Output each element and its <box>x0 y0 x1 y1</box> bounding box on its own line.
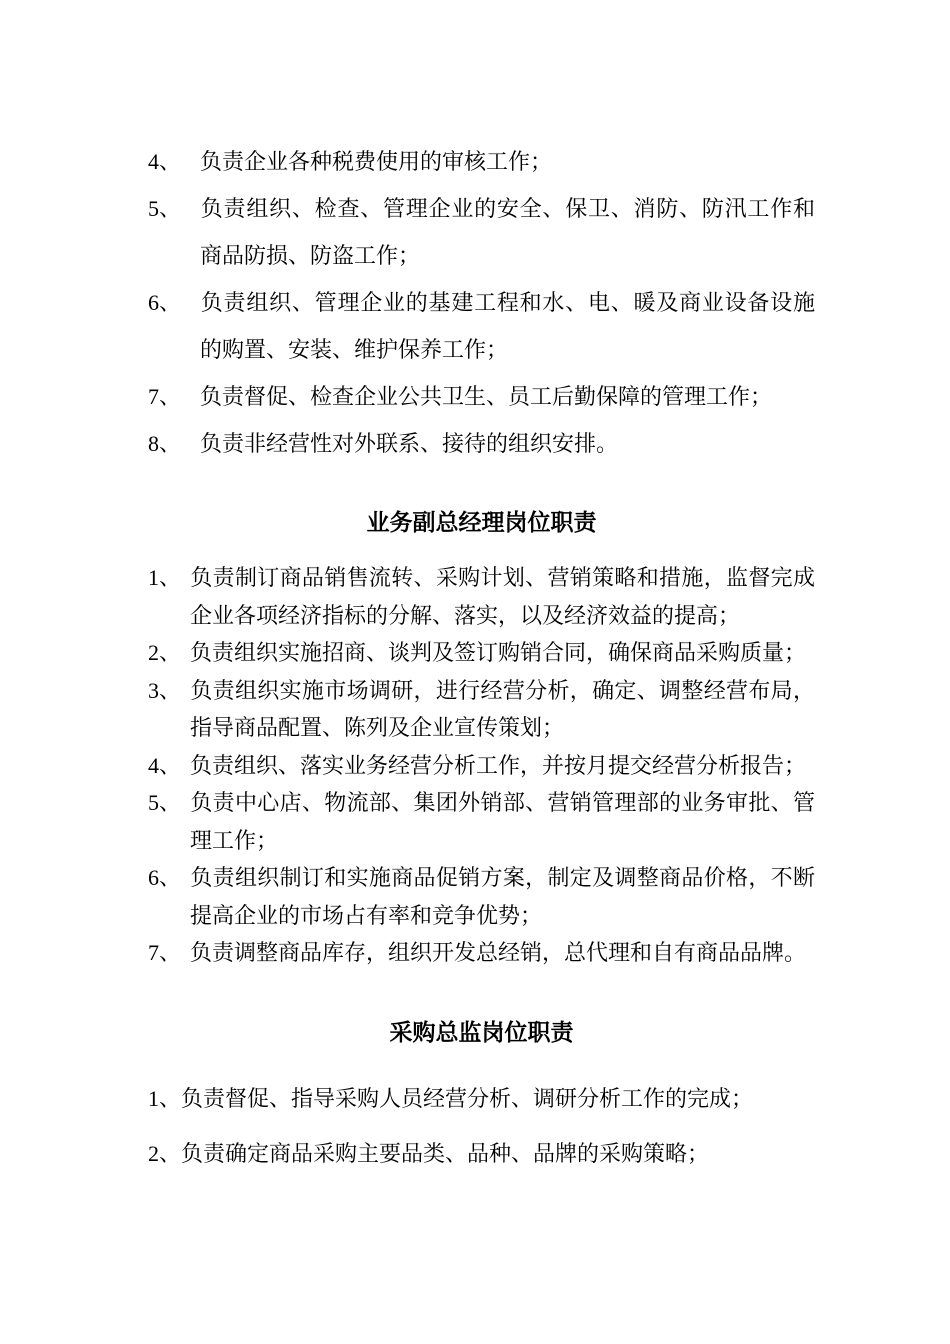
item-number: 6、 <box>148 865 182 890</box>
list-item <box>148 185 815 279</box>
item-number: 4、 <box>148 149 182 174</box>
list-item <box>148 138 815 185</box>
item-text: 负责组织、管理企业的基建工程和水、电、暖及商业设备设施的购置、安装、维护保养工作； <box>200 290 815 362</box>
item-text: 负责组织、落实业务经营分析工作，并按月提交经营分析报告； <box>190 752 807 778</box>
item-number: 4、 <box>148 752 182 778</box>
item-number: 1、 <box>148 565 182 590</box>
item-number: 1、 <box>148 1085 182 1111</box>
item-number: 7、 <box>148 940 182 965</box>
item-text: 负责督促、检查企业公共卫生、员工后勤保障的管理工作； <box>200 384 773 409</box>
item-number: 3、 <box>148 677 182 703</box>
item-text: 负责组织、检查、管理企业的安全、保卫、消防、防汛工作和商品防损、防盗工作； <box>200 196 815 268</box>
list-item <box>148 634 815 672</box>
list-item <box>148 934 815 972</box>
list-item <box>148 672 815 747</box>
item-text: 负责组织制订和实施商品促销方案，制定及调整商品价格，不断提高企业的市场占有率和竞争优势； <box>190 865 815 928</box>
item-number: 2、 <box>148 1140 182 1166</box>
list-item <box>148 1084 815 1114</box>
item-text: 负责非经营性对外联系、接待的组织安排。 <box>200 431 619 456</box>
list-item <box>148 420 815 467</box>
item-number: 5、 <box>148 196 182 221</box>
section-business-vp-duties <box>148 559 815 972</box>
item-text: 负责制订商品销售流转、采购计划、营销策略和措施，监督完成企业各项经济指标的分解、落实，以及经济效益的提高； <box>190 565 815 628</box>
item-text: 负责组织实施招商、谈判及签订购销合同，确保商品采购质量； <box>190 640 807 665</box>
item-text: 负责调整商品库存，组织开发总经销，总代理和自有商品品牌。 <box>190 940 807 965</box>
section-heading-procurement-director-duties: 采购总监岗位职责 <box>389 1019 574 1045</box>
item-number: 6、 <box>148 290 182 315</box>
list-item <box>148 559 815 634</box>
section-procurement-director-duties <box>148 1084 815 1169</box>
list-item <box>148 373 815 420</box>
item-number: 7、 <box>148 384 182 409</box>
list-item <box>148 859 815 934</box>
item-text: 负责中心店、物流部、集团外销部、营销管理部的业务审批、管理工作； <box>190 790 815 853</box>
item-text: 负责企业各种税费使用的审核工作； <box>200 149 553 174</box>
item-text: 负责确定商品采购主要品类、品种、品牌的采购策略； <box>181 1140 710 1166</box>
list-item <box>148 1139 815 1169</box>
item-number: 2、 <box>148 640 182 665</box>
section-heading-business-vp-duties: 业务副总经理岗位职责 <box>366 510 597 535</box>
item-number: 8、 <box>148 431 182 456</box>
section-general-manager-duties <box>148 138 815 467</box>
item-text: 负责组织实施市场调研，进行经营分析，确定、调整经营布局，指导商品配置、陈列及企业宣传策划； <box>190 677 815 740</box>
list-item <box>148 747 815 785</box>
list-item <box>148 784 815 859</box>
item-number: 5、 <box>148 790 182 815</box>
list-item <box>148 279 815 373</box>
item-text: 负责督促、指导采购人员经营分析、调研分析工作的完成； <box>181 1085 754 1111</box>
